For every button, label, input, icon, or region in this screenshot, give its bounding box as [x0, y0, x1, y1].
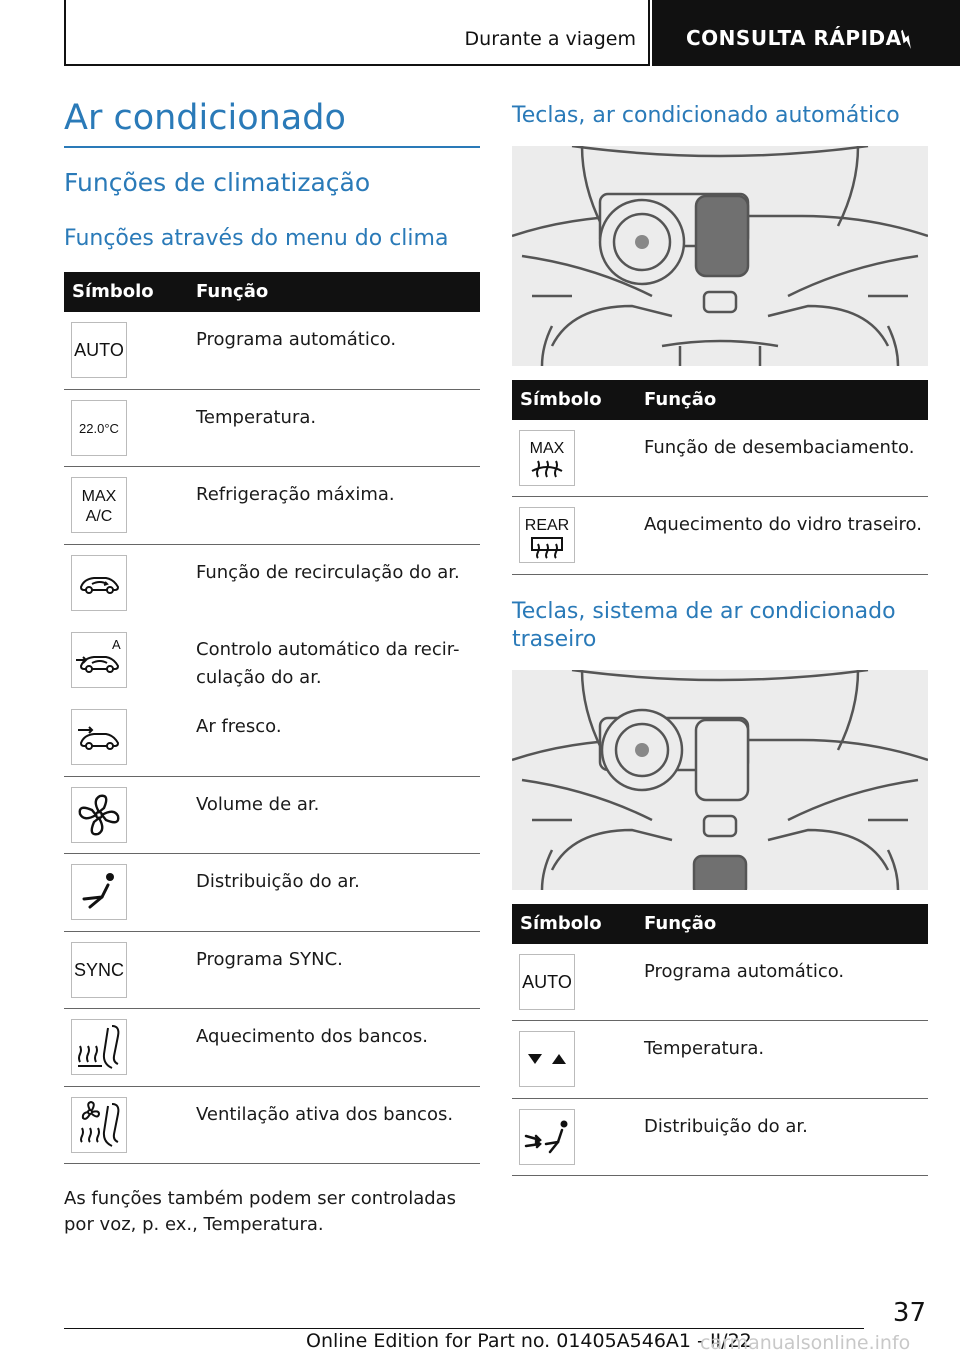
edition-text: Online Edition for Part no. 01405A546A1 - II/22 — [306, 1330, 752, 1352]
air-distribution-icon — [71, 864, 127, 920]
climate-menu-table — [64, 272, 480, 1164]
dashboard-illustration-rear — [512, 670, 928, 890]
sync-icon: SYNC — [71, 942, 127, 998]
auto-icon: AUTO — [519, 954, 575, 1010]
table-row — [64, 932, 480, 1009]
page-number: 37 — [892, 1298, 926, 1328]
function-text: Controlo automático da recir-culação do ar. — [196, 639, 460, 688]
function-text: Programa SYNC. — [196, 949, 343, 970]
table-row — [64, 390, 480, 467]
table-row — [512, 1021, 928, 1099]
table-row — [64, 854, 480, 932]
header-underline — [64, 64, 650, 66]
table-row — [64, 699, 480, 777]
function-text: Programa automático. — [196, 329, 397, 350]
watermark: carmanualsonline.info — [700, 1332, 911, 1354]
header-symbol: Símbolo — [520, 389, 602, 410]
section-heading: Funções de climatização — [64, 168, 371, 197]
function-text: Refrigeração máxima. — [196, 484, 395, 505]
svg-text:MAX: MAX — [529, 440, 565, 457]
rear-defrost-icon — [519, 507, 575, 563]
table-row — [512, 497, 928, 575]
title-rule — [64, 146, 480, 148]
header-function: Função — [196, 281, 269, 302]
footer-rule — [64, 1328, 864, 1329]
function-text: Aquecimento do vidro traseiro. — [644, 514, 922, 535]
table-row — [64, 1009, 480, 1087]
function-text: Aquecimento dos bancos. — [196, 1026, 429, 1047]
table-header — [512, 904, 928, 944]
header-function: Função — [644, 913, 717, 934]
function-text: Ar fresco. — [196, 716, 282, 737]
table-row — [512, 1099, 928, 1176]
quick-reference-icon — [894, 28, 918, 52]
section-heading-rear: Teclas, sistema de ar condicionado traseiro — [512, 599, 896, 652]
function-text: Função de desembaciamento. — [644, 437, 915, 458]
temperature-icon: 22.0°C — [71, 400, 127, 456]
function-text: Ventilação ativa dos bancos. — [196, 1104, 454, 1125]
function-text: Volume de ar. — [196, 794, 320, 815]
function-text: Temperatura. — [644, 1038, 765, 1059]
table-row — [64, 312, 480, 390]
header-section-label[interactable]: Durante a viagem — [464, 28, 636, 50]
table-row — [64, 545, 480, 622]
max-ac-icon — [71, 477, 127, 533]
function-text: Temperatura. — [196, 407, 317, 428]
temperature-arrows-icon — [519, 1031, 575, 1087]
header-symbol: Símbolo — [72, 281, 154, 302]
seat-ventilation-icon — [71, 1097, 127, 1153]
svg-text:A: A — [112, 637, 121, 652]
function-text: Distribuição do ar. — [196, 871, 360, 892]
svg-text:MAX: MAX — [81, 488, 117, 505]
fan-icon — [71, 787, 127, 843]
auto-recirculation-icon — [71, 632, 127, 688]
rear-air-distribution-icon — [519, 1109, 575, 1165]
header-vertical-left — [64, 0, 66, 66]
auto-icon: AUTO — [71, 322, 127, 378]
page-title: Ar condicionado — [64, 98, 346, 138]
svg-text:A/C: A/C — [85, 508, 113, 525]
table-row — [64, 1087, 480, 1164]
rear-ac-table — [512, 904, 928, 1176]
table-row — [64, 622, 480, 699]
voice-control-note: As funções também podem ser controladas por voz, p. ex., Temperatura. — [64, 1188, 457, 1235]
function-text: Programa automático. — [644, 961, 845, 982]
table-row — [512, 420, 928, 497]
dashboard-illustration-front — [512, 146, 928, 366]
table-row — [64, 777, 480, 854]
header-function: Função — [644, 389, 717, 410]
automatic-ac-table — [512, 380, 928, 575]
table-row — [512, 944, 928, 1021]
function-text: Função de recirculação do ar. — [196, 562, 460, 583]
max-defrost-icon — [519, 430, 575, 486]
fresh-air-icon — [71, 709, 127, 765]
section-heading-automatic: Teclas, ar condicionado automático — [512, 103, 900, 128]
seat-heating-icon — [71, 1019, 127, 1075]
function-text: Distribuição do ar. — [644, 1116, 808, 1137]
table-header — [512, 380, 928, 420]
header-vertical-right — [648, 0, 650, 66]
subsection-heading: Funções através do menu do clima — [64, 226, 449, 251]
table-row — [64, 467, 480, 545]
table-header — [64, 272, 480, 312]
svg-text:REAR: REAR — [524, 517, 570, 534]
quick-reference-label: CONSULTA RÁPIDA — [686, 26, 902, 50]
recirculation-icon — [71, 555, 127, 611]
header-symbol: Símbolo — [520, 913, 602, 934]
